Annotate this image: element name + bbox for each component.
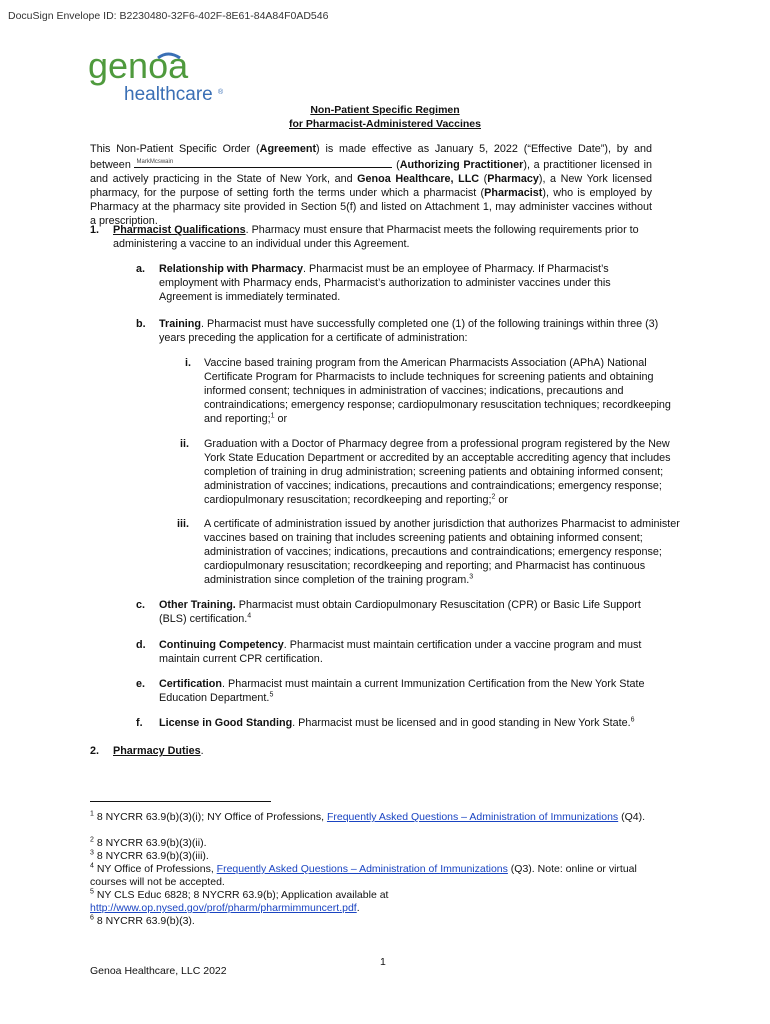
practitioner-signature: MarkMcswain [136,159,174,165]
item-ii-paragraph: Graduation with a Doctor of Pharmacy degree from a professional program registered by the New York State Education Department or accredited by an acceptable accrediting agency that includes completion of training in drug administration; screening patients and obtaining informed consent; administration of vaccines; indications, precautions and contraindications; emergency response; cardiopulmonary resuscitation; recordkeeping and reporting;$^2$ or [204,438,671,506]
item-c-label: c. [136,599,146,611]
item-iii-label: iii. [177,518,189,530]
logo-sub-text: healthcare [124,84,213,105]
page-number: 1 [380,956,386,968]
footnote-divider [90,801,271,802]
faq-link-q3[interactable]: Frequently Asked Questions – Administration of Immunizations [216,863,508,875]
item-ii-label: ii. [180,438,189,450]
item-a-paragraph: Relationship with Pharmacy. Pharmacist must be an employee of Pharmacy. If Pharmacist’s employment with Pharmacy ends, Pharmacist’s authorization to administer vaccines under this Agreement is immediately terminated. [159,263,611,303]
title-line-1: Non-Patient Specific Regimen [310,104,460,116]
docusign-envelope-id: DocuSign Envelope ID: B2230480-32F6-402F-8E61-84A84F0AD546 [8,10,329,22]
item-c-paragraph: Other Training. Pharmacist must obtain Cardiopulmonary Resuscitation (CPR) or Basic Life Support (BLS) certification.$^4$ [159,599,641,625]
immunization-cert-link[interactable]: http://www.op.nysed.gov/prof/pharm/pharmimmuncert.pdf [90,902,357,914]
item-i-label: i. [185,357,191,369]
footnote-1: $^1$ 8 NYCRR 63.9(b)(3)(i); NY Office of Professions, Frequently Asked Questions – Administration of Immunizations (Q4). [90,810,646,823]
logo-registered-mark: ® [218,89,224,96]
footnote-5: $^5$ NY CLS Educ 6828; 8 NYCRR 63.9(b); Application available at http://www.op.nysed.gov/prof/pharm/pharmimmuncert.pdf. [90,888,389,914]
section-1-paragraph: Pharmacist Qualifications. Pharmacy must ensure that Pharmacist meets the following requirements prior to administering a vaccine to an individual under this Agreement. [113,224,639,250]
intro-paragraph: This Non-Patient Specific Order (Agreement) is made effective as January 5, 2022 (“Effective Date”), by and between MarkMcswain (Authorizing Practitioner), a practitioner licensed in and actively practicing in the State of New York, and Genoa Healthcare, LLC (Pharmacy), a New York licensed pharmacy, for the purpose of setting forth the terms under which a pharmacist (Pharmacist), who is employed by Pharmacy at the pharmacy site provided in Section 5(f) and listed on Attachment 1, may administer vaccines without a prescription. [90,143,652,227]
section-1-heading: Pharmacist Qualifications [113,224,246,236]
footnote-3: $^3$ 8 NYCRR 63.9(b)(3)(iii). [90,849,209,862]
section-2-heading: Pharmacy Duties [113,745,201,757]
title-line-2: for Pharmacist-Administered Vaccines [289,118,481,130]
item-e-label: e. [136,678,146,690]
item-f-label: f. [136,717,143,729]
footnote-6: $^6$ 8 NYCRR 63.9(b)(3). [90,914,195,927]
item-e-paragraph: Certification. Pharmacist must maintain a current Immunization Certification from the New York State Education Department.$^5$ [159,678,645,704]
page-footer: Genoa Healthcare, LLC 2022 [90,965,227,977]
genoa-logo [88,48,228,106]
section-2-number: 2. [90,745,100,757]
item-iii-paragraph: A certificate of administration issued by another jurisdiction that authorizes Pharmacist to administer vaccines based on training that includes screening patients and obtaining informed consent; administration of vaccines; indications, precautions and contraindications; emergency response; cardiopulmonary resuscitation; recordkeeping and reporting; and Pharmacist has continuous administration since completion of the training program.$^3$ [204,518,680,586]
item-b-paragraph: Training. Pharmacist must have successfully completed one (1) of the following trainings within three (3) years preceding the application for a certificate of administration: [159,318,659,344]
item-d-label: d. [136,639,146,651]
section-1-number: 1. [90,224,100,236]
footnote-2: $^2$ 8 NYCRR 63.9(b)(3)(ii). [90,836,207,849]
item-i-paragraph: Vaccine based training program from the American Pharmacists Association (APhA) National Certificate Program for Pharmacists to include techniques for screening patients and obtaining informed consent; techniques in administration of vaccines; indications, precautions and contraindications; emergency response; cardiopulmonary resuscitation techniques; recordkeeping and reporting;$^1$ or [204,357,671,425]
item-f-paragraph: License in Good Standing. Pharmacist must be licensed and in good standing in New York State.$^6$ [159,716,635,729]
item-a-label: a. [136,263,146,275]
faq-link-q4[interactable]: Frequently Asked Questions – Administration of Immunizations [326,811,619,823]
item-b-label: b. [136,318,146,330]
footnote-4: $^4$ NY Office of Professions, Frequently Asked Questions – Administration of Immunizations (Q3). Note: online or virtual courses will not be accepted. [90,862,637,888]
genoa-logo-mark [88,48,228,106]
item-d-paragraph: Continuing Competency. Pharmacist must maintain certification under a vaccine program and must maintain current CPR certification. [159,639,642,665]
logo-brand-text: genoa [88,48,189,86]
signature-line [134,156,392,168]
section-2-paragraph: Pharmacy Duties. [113,745,204,757]
